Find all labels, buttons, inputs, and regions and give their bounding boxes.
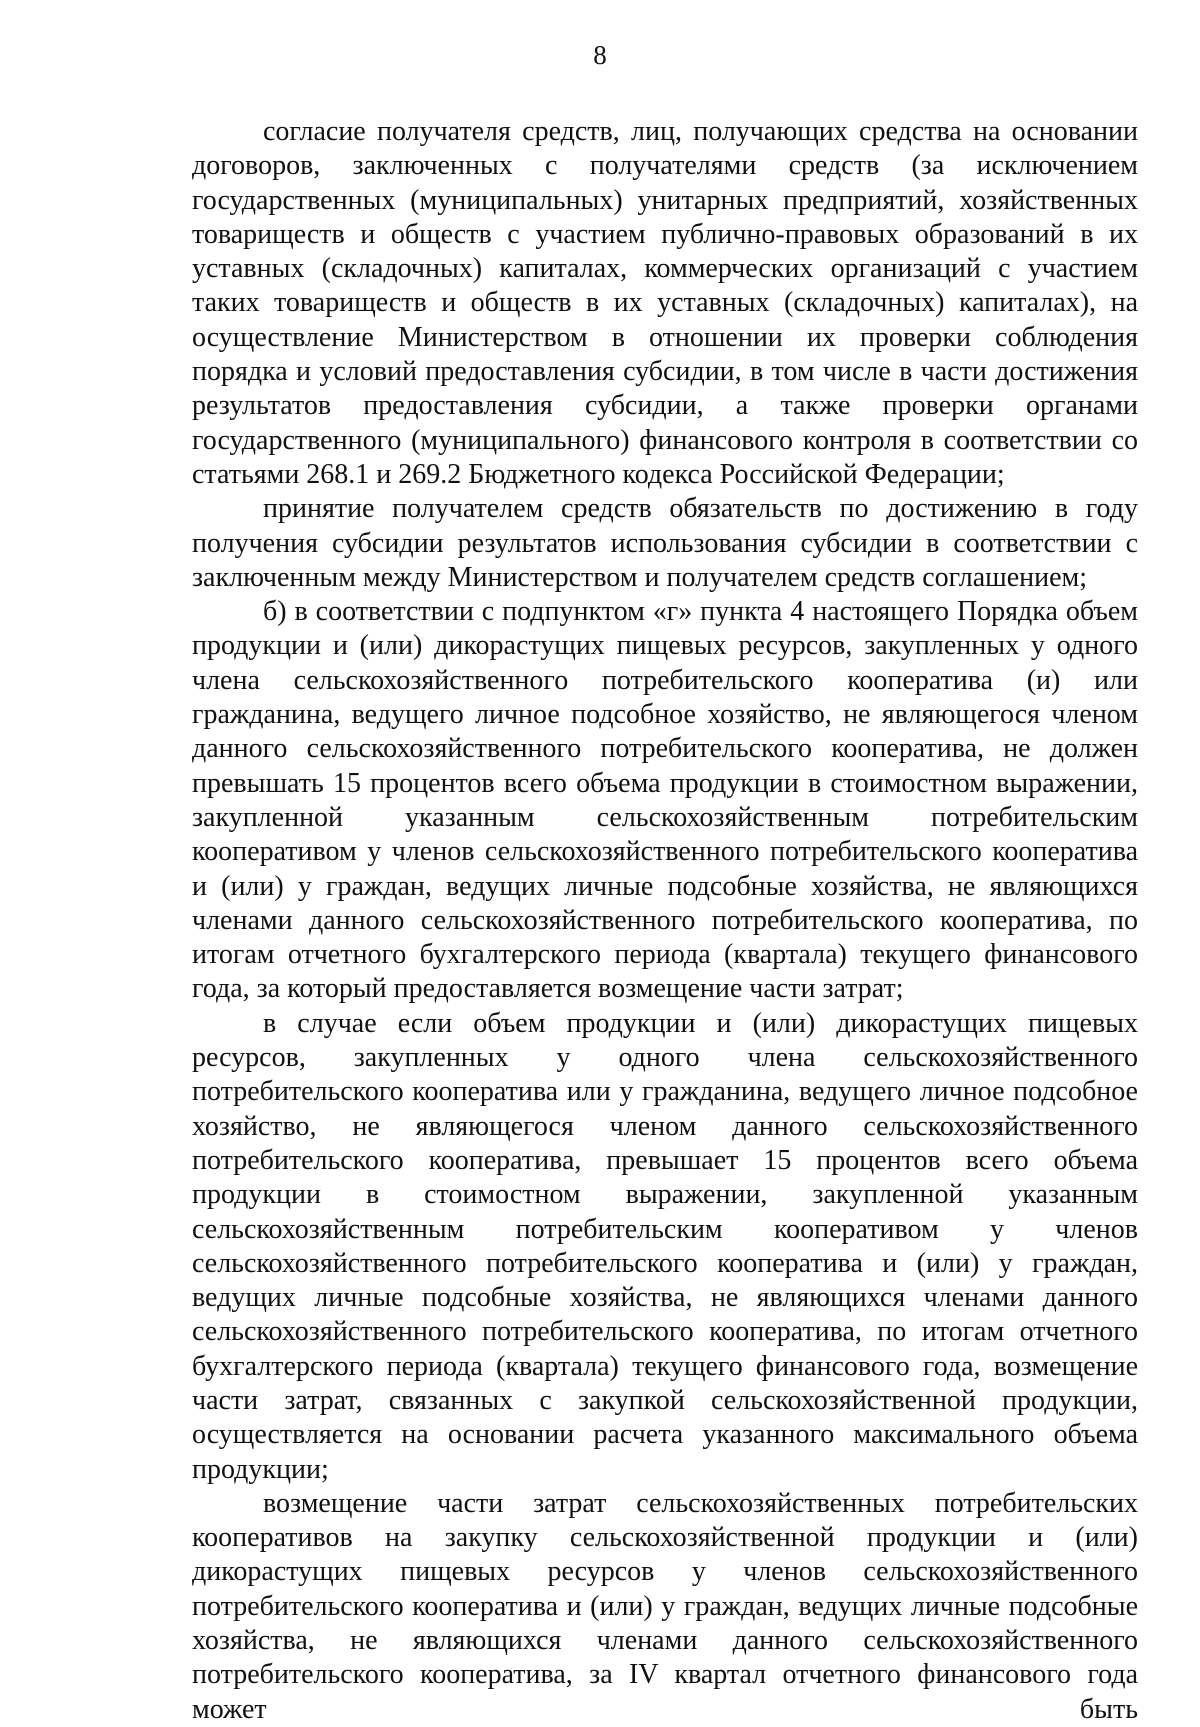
paragraph-excess-case: в случае если объем продукции и (или) дикорастущих пищевых ресурсов, закупленных у одного члена сельскохозяйственного потребительского кооператива или у гражданина, ведущего личное подсобное хозяйство, не являющегося членом данного сельскохозяйственного потребительского кооператива, превышает 15 процентов всего объема продукции в стоимостном выражении, закупленной указанным сельскохозяйственным потребительским кооперативом у членов сельскохозяйственного потребительского кооператива и (или) у граждан, ведущих личные подсобные хозяйства, не являющихся членами данного сельскохозяйственного потребительского кооператива, по итогам отчетного бухгалтерского периода (квартала) текущего финансового года, возмещение части затрат, связанных с закупкой сельскохозяйственной продукции, осуществляется на основании расчета указанного максимального объема продукции; [192,1007,1138,1485]
paragraph-q4-reimbursement: возмещение части затрат сельскохозяйственных потребительских кооперативов на закупку сельскохозяйственной продукции и (или) дикорастущих пищевых ресурсов у членов сельскохозяйственного потребительского кооператива и (или) у граждан, ведущих личные подсобные хозяйства, не являющихся членами данного сельскохозяйственного потребительского кооператива, за IV квартал отчетного финансового года может быть [192,1487,1138,1725]
paragraph-obligations: принятие получателем средств обязательств по достижению в году получения субсидии результатов использования субсидии в соответствии с заключенным между Министерством и получателем средств соглашением; [192,493,1138,593]
page-number: 8 [593,40,607,70]
paragraph-item-b: б) в соответствии с подпунктом «г» пункта 4 настоящего Порядка объем продукции и (или) дикорастущих пищевых ресурсов, закупленных у одного члена сельскохозяйственного потребительского кооператива (и) или гражданина, ведущего личное подсобное хозяйство, не являющегося членом данного сельскохозяйственного потребительского кооператива, не должен превышать 15 процентов всего объема продукции в стоимостном выражении, закупленной указанным сельскохозяйственным потребительским кооперативом у членов сельскохозяйственного потребительского кооператива и (или) у граждан, ведущих личные подсобные хозяйства, не являющихся членами данного сельскохозяйственного потребительского кооператива, по итогам отчетного бухгалтерского периода (квартала) текущего финансового года, за который предоставляется возмещение части затрат; [192,596,1138,1005]
paragraph-consent: согласие получателя средств, лиц, получающих средства на основании договоров, заключенных с получателями средств (за исключением государственных (муниципальных) унитарных предприятий, хозяйственных товариществ и обществ с участием публично-правовых образований в их уставных (складочных) капиталах, коммерческих организаций с участием таких товариществ и обществ в их уставных (складочных) капиталах), на осуществление Министерством в отношении их проверки соблюдения порядка и условий предоставления субсидии, в том числе в части достижения результатов предоставления субсидии, а также проверки органами государственного (муниципального) финансового контроля в соответствии со статьями 268.1 и 269.2 Бюджетного кодекса Российской Федерации; [192,116,1138,490]
document-body [192,115,1138,1727]
